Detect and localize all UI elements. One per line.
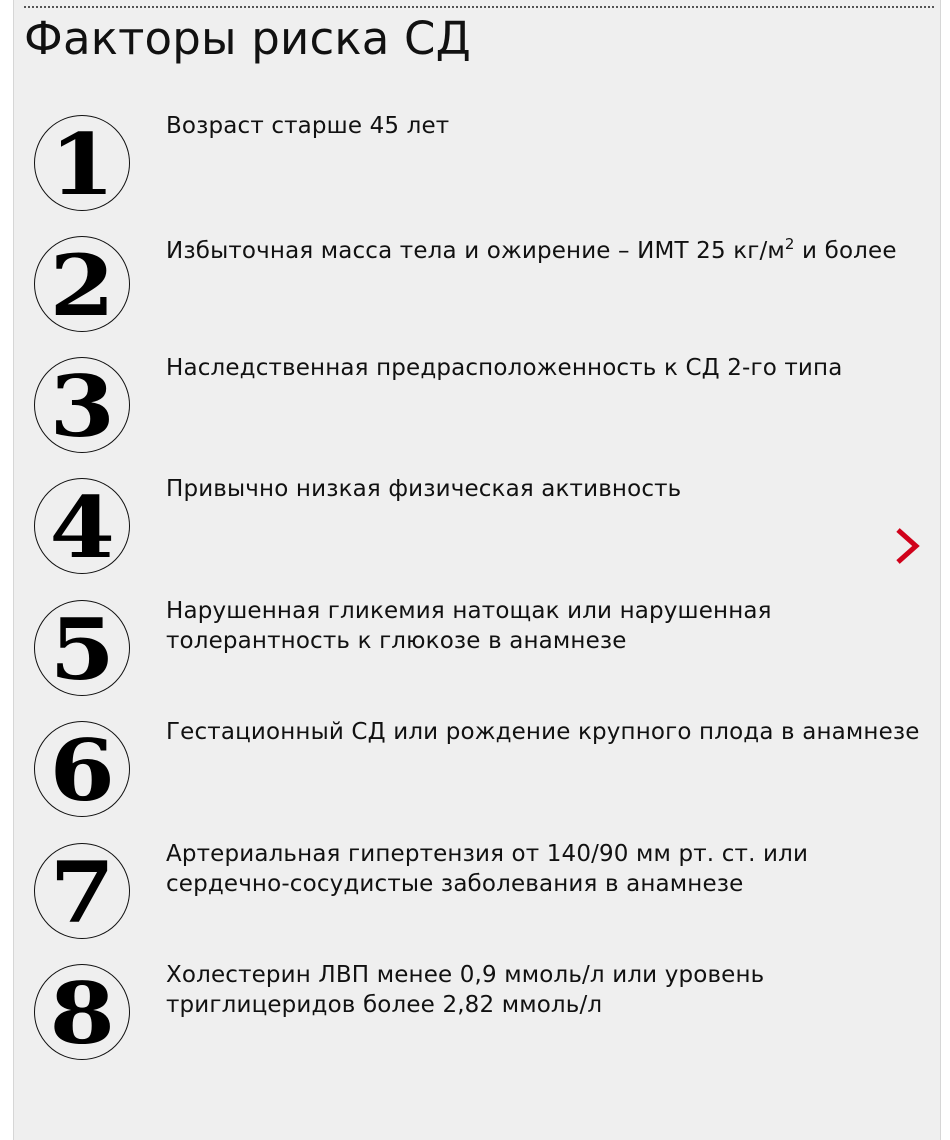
factor-text-tail: и более [794,238,897,264]
number-label: 3 [49,357,115,456]
next-slide-button[interactable] [892,526,922,566]
number-badge-5 [34,600,130,699]
number-badge-3 [34,357,130,456]
number-badge-1 [34,115,130,214]
number-label: 8 [49,964,115,1063]
number-badge-8 [34,964,130,1063]
number-label: 2 [49,236,115,335]
number-label: 4 [49,478,115,577]
number-badge-7 [34,843,130,942]
factor-text: Артериальная гипертензия от 140/90 мм рт. ст. или сердечно-сосудистые заболевания в анамнезе [166,841,809,897]
superscript-exponent: 2 [784,235,795,253]
number-label: 6 [49,721,115,820]
factor-text: Привычно низкая физическая активность [166,476,682,502]
list-item [14,964,942,1074]
list-item [14,600,942,710]
number-label: 5 [49,600,115,699]
risk-factors-panel [13,0,941,1140]
factor-text-main: Избыточная масса тела и ожирение – ИМТ 25 кг/м [166,238,785,264]
list-item [14,236,942,346]
factor-text: Возраст старше 45 лет [166,113,450,139]
list-item [14,843,942,953]
factor-text: Холестерин ЛВП менее 0,9 ммоль/л или уровень триглицеридов более 2,82 ммоль/л [166,962,765,1018]
number-badge-4 [34,478,130,577]
page-title: Факторы риска СД [24,12,472,65]
chevron-right-icon [892,526,922,566]
factor-text [166,236,936,266]
list-item [14,115,942,225]
dotted-divider [24,6,934,8]
factor-text: Нарушенная гликемия натощак или нарушенная толерантность к глюкозе в анамнезе [166,598,772,654]
number-badge-6 [34,721,130,820]
factor-text: Гестационный СД или рождение крупного плода в анамнезе [166,719,920,745]
list-item [14,478,942,588]
number-label: 1 [49,115,115,214]
list-item [14,721,942,831]
list-item [14,357,942,467]
number-badge-2 [34,236,130,335]
number-label: 7 [49,843,115,942]
factor-text: Наследственная предрасположенность к СД 2-го типа [166,355,843,381]
